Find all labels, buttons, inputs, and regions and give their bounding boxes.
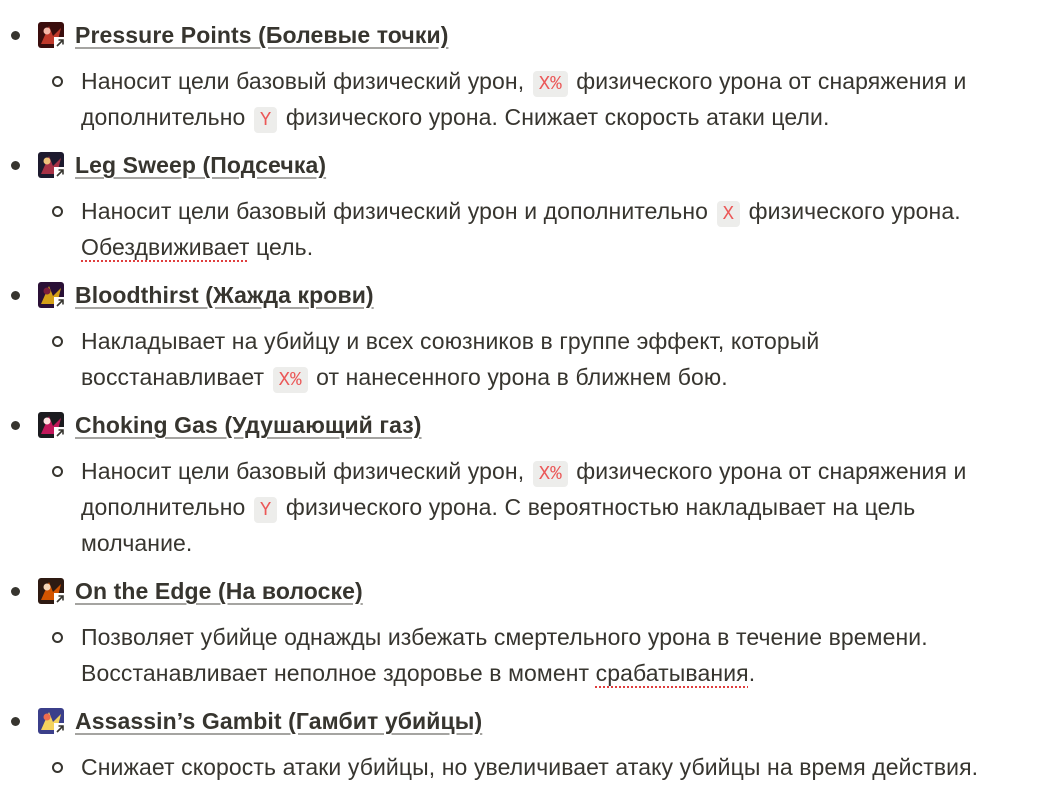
- ability-title-link[interactable]: On the Edge (На волоске): [75, 578, 363, 604]
- ability-title-link[interactable]: Choking Gas (Удушающий газ): [75, 412, 422, 438]
- ability-description-line: [81, 489, 1031, 528]
- bullet-dot: [11, 421, 20, 430]
- sub-bullet-circle: [52, 206, 63, 217]
- description-text: физического урона. С вероятностью накладывает на цель: [279, 494, 916, 520]
- description-text: физического урона от снаряжения и: [569, 68, 967, 94]
- description-text: дополнительно: [81, 104, 252, 130]
- ability-title-link[interactable]: Bloodthirst (Жажда крови): [75, 282, 374, 308]
- ability-description-line: [81, 229, 1031, 265]
- description-text: Наносит цели базовый физический урон и дополнительно: [81, 198, 715, 224]
- link-arrow-icon: [54, 427, 66, 439]
- description-text: цель.: [249, 234, 314, 260]
- inline-code-variable: Y: [254, 497, 278, 523]
- ability-description-line: [81, 323, 1031, 359]
- link-arrow-icon: [54, 723, 66, 735]
- ability-description-line: [81, 359, 1031, 398]
- bullet-dot: [11, 587, 20, 596]
- description-text: восстанавливает: [81, 364, 271, 390]
- inline-code-variable: Y: [254, 107, 278, 133]
- inline-code-variable: X: [717, 201, 741, 227]
- bullet-dot: [11, 31, 20, 40]
- description-text: Накладывает на убийцу и всех союзников в группе эффект, который: [81, 328, 820, 354]
- description-text: физического урона.: [742, 198, 961, 224]
- description-text: Снижает скорость атаки убийцы, но увеличивает атаку убийцы на время действия.: [81, 754, 979, 780]
- bullet-dot: [11, 161, 20, 170]
- inline-code-variable: X%: [533, 461, 568, 487]
- link-arrow-icon: [54, 37, 66, 49]
- description-text: физического урона от снаряжения и: [569, 458, 967, 484]
- description-text: Позволяет убийце однажды избежать смертельного урона в течение времени.: [81, 624, 928, 650]
- description-text: Восстанавливает неполное здоровье в момент: [81, 660, 596, 686]
- ability-description-line: [81, 193, 1031, 232]
- spellcheck-word[interactable]: Обездвиживает: [81, 234, 250, 260]
- description-text: Наносит цели базовый физический урон,: [81, 458, 531, 484]
- sub-bullet-circle: [52, 466, 63, 477]
- inline-code-variable: X%: [273, 367, 308, 393]
- ability-description-line: [81, 525, 1031, 561]
- ability-title-link[interactable]: Pressure Points (Болевые точки): [75, 22, 449, 48]
- description-text: физического урона. Снижает скорость атаки цели.: [279, 104, 830, 130]
- sub-bullet-circle: [52, 76, 63, 87]
- ability-description-line: [81, 749, 1031, 785]
- sub-bullet-circle: [52, 632, 63, 643]
- ability-title-link[interactable]: Leg Sweep (Подсечка): [75, 152, 327, 178]
- description-text: Наносит цели базовый физический урон,: [81, 68, 531, 94]
- ability-description-line: [81, 99, 1031, 138]
- bullet-dot: [11, 291, 20, 300]
- link-arrow-icon: [54, 167, 66, 179]
- bullet-dot: [11, 717, 20, 726]
- ability-description-line: [81, 619, 1031, 655]
- inline-code-variable: X%: [533, 71, 568, 97]
- description-text: дополнительно: [81, 494, 252, 520]
- ability-title-link[interactable]: Assassin’s Gambit (Гамбит убийцы): [75, 708, 483, 734]
- sub-bullet-circle: [52, 336, 63, 347]
- description-text: .: [748, 660, 756, 686]
- ability-description-line: [81, 453, 1031, 492]
- ability-description-line: [81, 655, 1031, 691]
- link-arrow-icon: [54, 297, 66, 309]
- ability-description-line: [81, 63, 1031, 102]
- description-text: молчание.: [81, 530, 193, 556]
- sub-bullet-circle: [52, 762, 63, 773]
- link-arrow-icon: [54, 593, 66, 605]
- spellcheck-word[interactable]: срабатывания: [595, 660, 749, 686]
- description-text: от нанесенного урона в ближнем бою.: [309, 364, 728, 390]
